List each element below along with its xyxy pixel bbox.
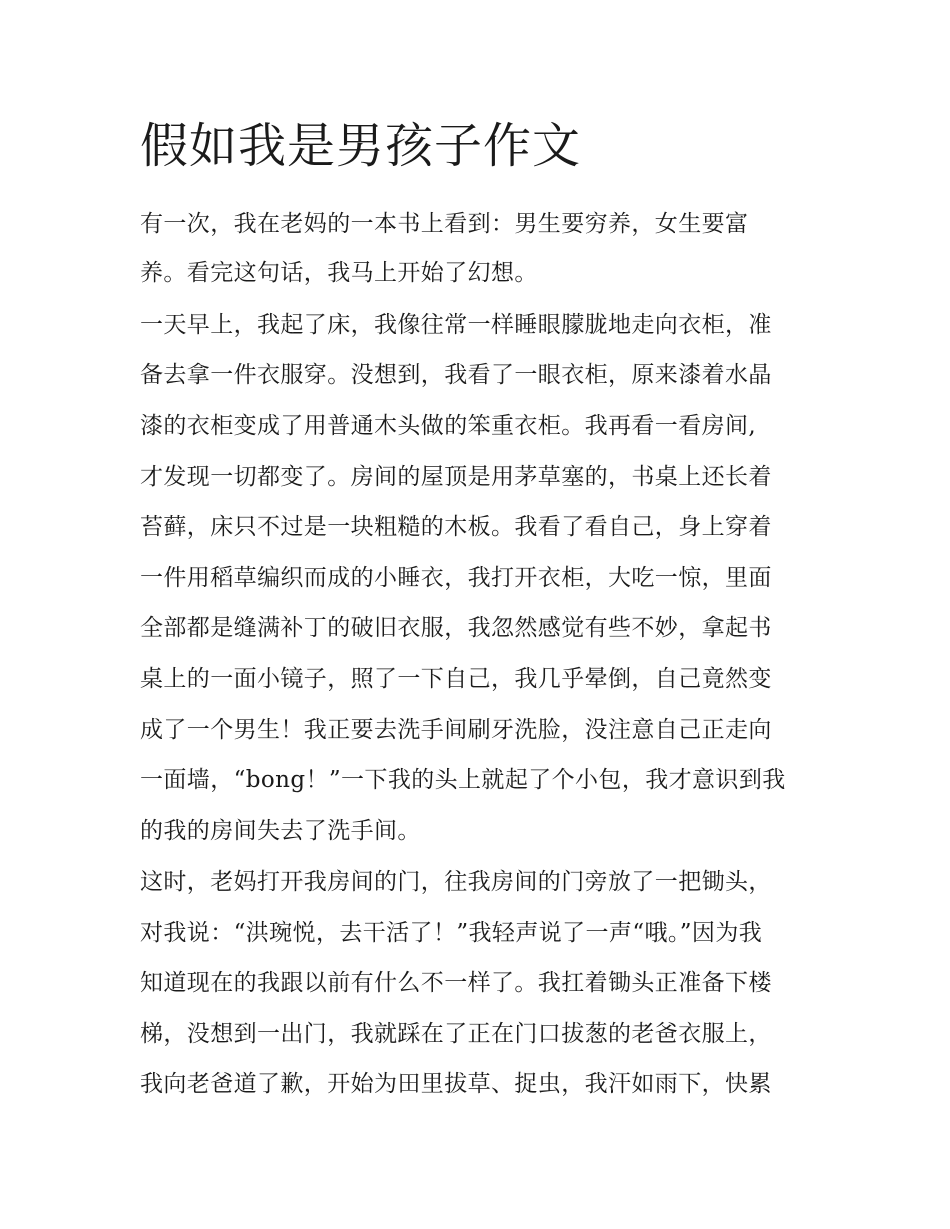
text-line: 的我的房间失去了洗手间。 bbox=[140, 818, 421, 844]
text-line: 桌上的一面小镜子，照了一下自己，我几乎晕倒，自己竟然变 bbox=[140, 666, 772, 692]
text-line: 一面墙，“bong！”一下我的头上就起了个小包，我才意识到我 bbox=[140, 767, 786, 793]
text-line: 备去拿一件衣服穿。没想到，我看了一眼衣柜，原来漆着水晶 bbox=[140, 362, 772, 388]
text-line: 苔藓，床只不过是一块粗糙的木板。我看了看自己，身上穿着 bbox=[140, 514, 772, 540]
text-line: 养。看完这句话，我马上开始了幻想。 bbox=[140, 260, 538, 286]
text-line: 这时，老妈打开我房间的门，往我房间的门旁放了一把锄头， bbox=[140, 869, 772, 895]
document-title: 假如我是男孩子作文 bbox=[140, 118, 582, 174]
text-line: 成了一个男生！我正要去洗手间刷牙洗脸，没注意自己正走向 bbox=[140, 717, 772, 743]
text-line: 才发现一切都变了。房间的屋顶是用茅草塞的，书桌上还长着 bbox=[140, 464, 772, 490]
text-line: 漆的衣柜变成了用普通木头做的笨重衣柜。我再看一看房间, bbox=[140, 413, 757, 439]
text-line: 一天早上，我起了床，我像往常一样睡眼朦胧地走向衣柜，准 bbox=[140, 312, 772, 338]
text-line: 知道现在的我跟以前有什么不一样了。我扛着锄头正准备下楼 bbox=[140, 970, 772, 996]
text-line: 有一次，我在老妈的一本书上看到：男生要穷养，女生要富 bbox=[140, 211, 749, 237]
text-line: 一件用稻草编织而成的小睡衣，我打开衣柜，大吃一惊，里面 bbox=[140, 565, 772, 591]
text-line: 全部都是缝满补丁的破旧衣服，我忽然感觉有些不妙，拿起书 bbox=[140, 615, 772, 641]
text-line: 对我说：“洪琬悦，去干活了！”我轻声说了一声“哦。”因为我 bbox=[140, 920, 763, 946]
text-line: 梯，没想到一出门，我就踩在了正在门口拔葱的老爸衣服上， bbox=[140, 1021, 772, 1047]
text-line: 我向老爸道了歉，开始为田里拔草、捉虫，我汗如雨下，快累 bbox=[140, 1071, 772, 1097]
